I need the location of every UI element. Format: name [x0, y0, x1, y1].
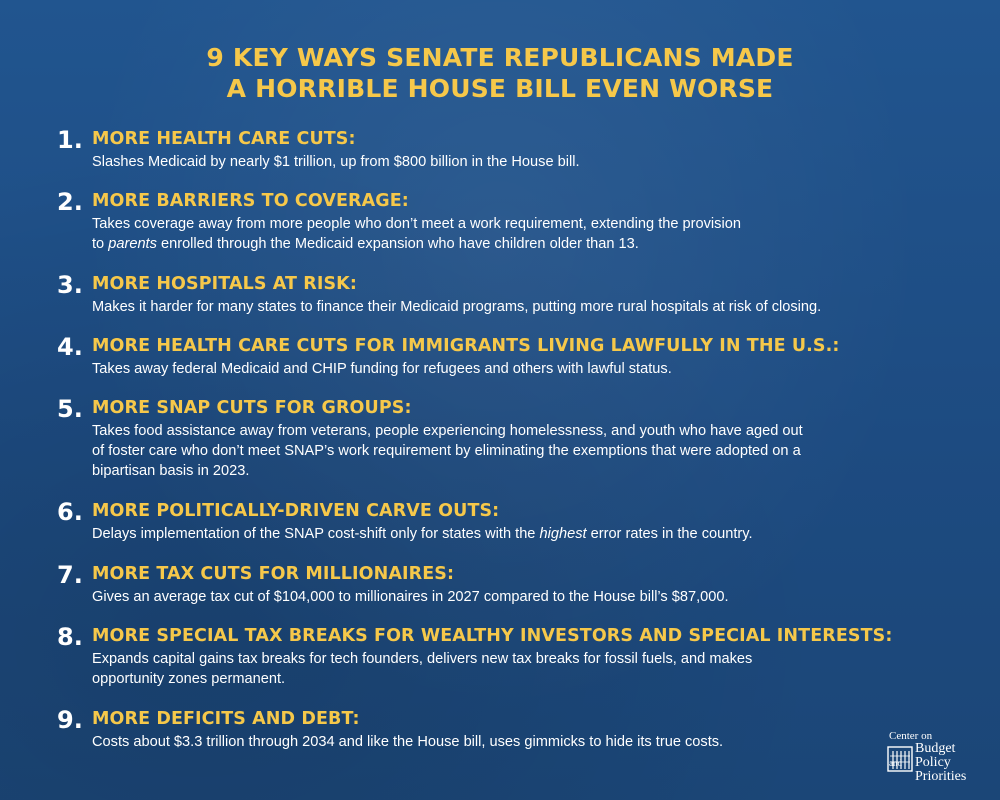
item-heading: MORE BARRIERS TO COVERAGE: — [92, 191, 409, 211]
item-number: 2. — [57, 188, 83, 216]
description-line: Gives an average tax cut of $104,000 to millionaires in 2027 compared to the House bill’s $87,000. — [92, 589, 729, 605]
title-line-2: A HORRIBLE HOUSE BILL EVEN WORSE — [226, 74, 774, 103]
description-line — [92, 524, 972, 544]
item-description — [92, 524, 972, 544]
item-number: 1. — [57, 126, 83, 154]
description-line — [92, 234, 972, 254]
text-segment: enrolled through the Medicaid expansion who have children older than 13. — [156, 236, 639, 252]
description-line: Takes away federal Medicaid and CHIP funding for refugees and others with lawful status. — [92, 361, 672, 377]
description-line: Takes food assistance away from veterans, people experiencing homelessness, and youth who have aged out — [92, 423, 803, 439]
item-description — [92, 214, 972, 254]
item-description — [92, 587, 972, 607]
item-description — [92, 421, 972, 481]
logo-priorities: Priorities — [915, 769, 967, 784]
logo-policy: Policy — [915, 755, 951, 770]
description-line: Costs about $3.3 trillion through 2034 and like the House bill, uses gimmicks to hide its true costs. — [92, 734, 724, 750]
item-description — [92, 152, 972, 172]
description-line: of foster care who don’t meet SNAP’s work requirement by eliminating the exemptions that were adopted on a — [92, 443, 801, 459]
description-line: Expands capital gains tax breaks for tech founders, delivers new tax breaks for fossil fuels, and makes — [92, 651, 753, 667]
item-heading: MORE HOSPITALS AT RISK: — [92, 274, 357, 294]
item-number: 9. — [57, 706, 83, 734]
item-heading: MORE SPECIAL TAX BREAKS FOR WEALTHY INVESTORS AND SPECIAL INTERESTS: — [92, 626, 893, 646]
item-description — [92, 732, 972, 752]
description-line: Slashes Medicaid by nearly $1 trillion, up from $800 billion in the House bill. — [92, 154, 580, 170]
text-segment: error rates in the country. — [586, 526, 753, 542]
logo-budget: Budget — [915, 741, 956, 756]
emphasized-text: parents — [108, 236, 157, 252]
item-number: 3. — [57, 271, 83, 299]
item-number: 5. — [57, 395, 83, 423]
description-line: bipartisan basis in 2023. — [92, 463, 250, 479]
logo-and: and — [889, 758, 902, 768]
title-line-1: 9 KEY WAYS SENATE REPUBLICANS MADE — [206, 43, 794, 72]
item-number: 4. — [57, 333, 83, 361]
item-heading: MORE HEALTH CARE CUTS: — [92, 129, 356, 149]
item-description — [92, 297, 972, 317]
item-heading: MORE POLITICALLY-DRIVEN CARVE OUTS: — [92, 501, 500, 521]
emphasized-text: highest — [539, 526, 587, 542]
logo-center-on: Center on — [889, 730, 933, 742]
text-segment: Delays implementation of the SNAP cost-shift only for states with the — [92, 526, 540, 542]
description-line: Makes it harder for many states to finance their Medicaid programs, putting more rural hospitals at risk of closing. — [92, 299, 822, 315]
item-number: 8. — [57, 623, 83, 651]
item-heading: MORE TAX CUTS FOR MILLIONAIRES: — [92, 564, 455, 584]
description-line: opportunity zones permanent. — [92, 671, 286, 687]
cbpp-logo — [887, 730, 987, 786]
item-number: 7. — [57, 561, 83, 589]
item-number: 6. — [57, 498, 83, 526]
item-heading: MORE HEALTH CARE CUTS FOR IMMIGRANTS LIVING LAWFULLY IN THE U.S.: — [92, 336, 840, 356]
description-line: Takes coverage away from more people who don’t meet a work requirement, extending the provision — [92, 216, 741, 232]
text-segment: to — [92, 236, 109, 252]
item-heading: MORE SNAP CUTS FOR GROUPS: — [92, 398, 412, 418]
item-heading: MORE DEFICITS AND DEBT: — [92, 709, 360, 729]
item-description — [92, 359, 972, 379]
item-description — [92, 649, 972, 689]
